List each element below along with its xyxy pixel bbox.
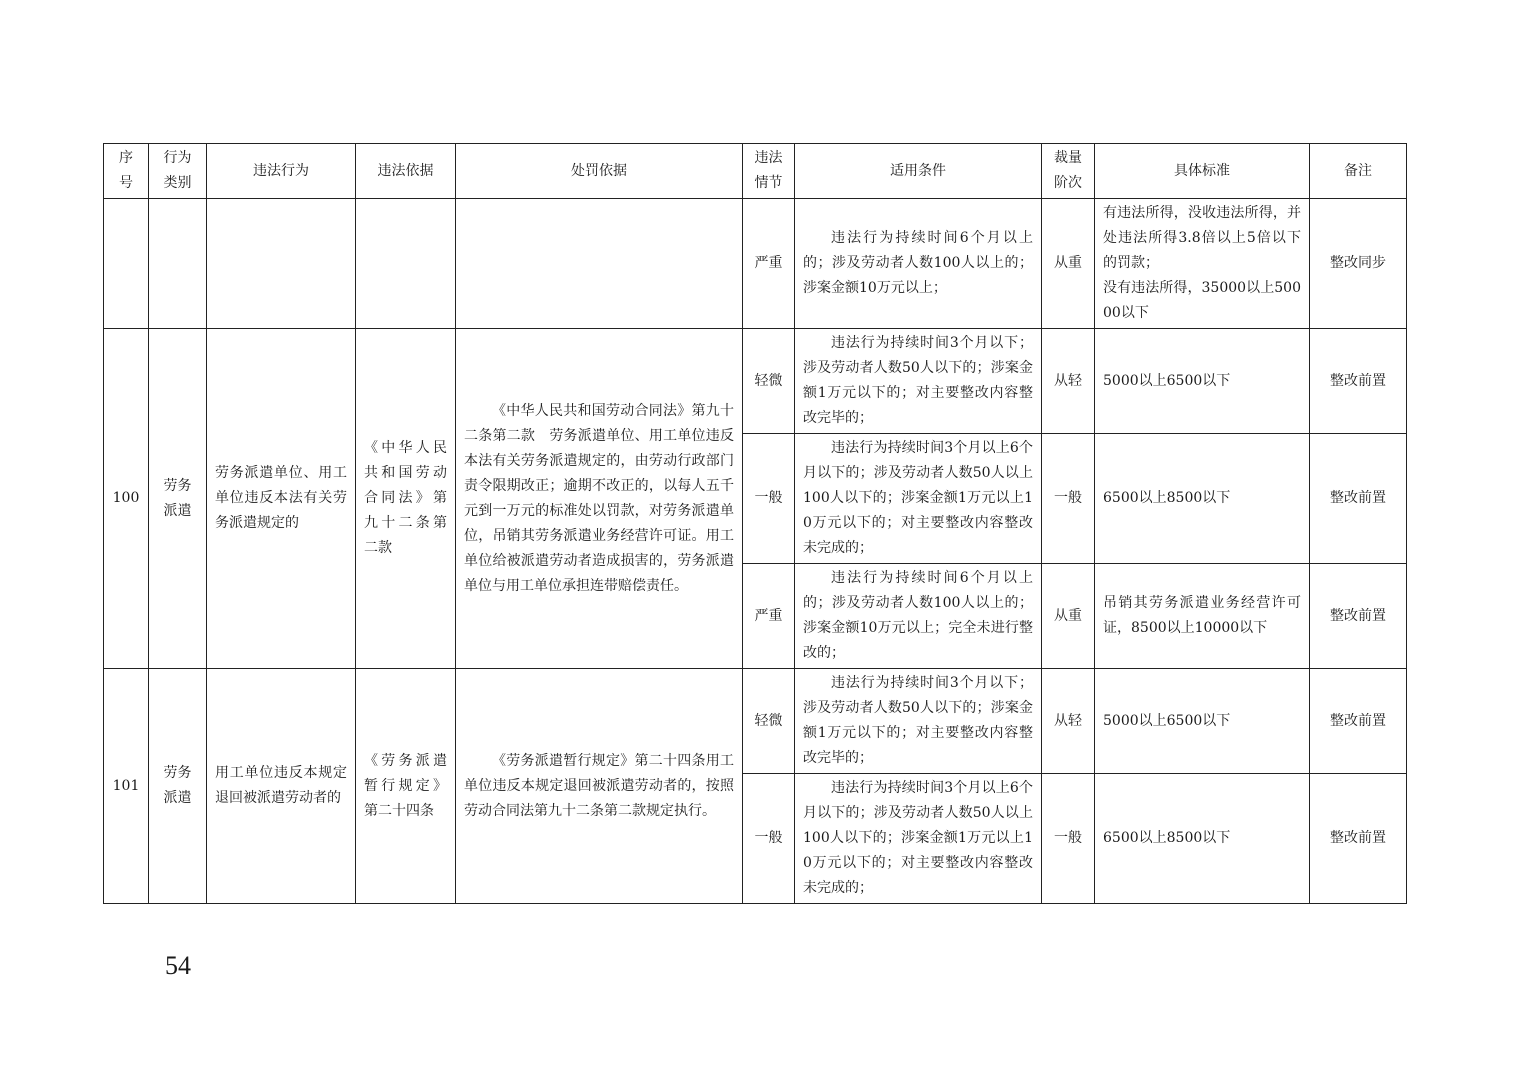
header-behavior: 违法行为 <box>207 144 356 199</box>
cell-category <box>149 199 207 329</box>
cell-note: 整改前置 <box>1310 434 1407 564</box>
cell-seq: 100 <box>104 329 149 669</box>
cell-note: 整改前置 <box>1310 774 1407 904</box>
cell-level: 一般 <box>1042 774 1095 904</box>
cell-penalty <box>456 199 743 329</box>
cell-plot: 严重 <box>743 564 795 669</box>
cell-penalty: 《劳务派遣暂行规定》第二十四条用工单位违反本规定退回被派遣劳动者的，按照劳动合同法第九十二条第二款规定执行。 <box>456 669 743 904</box>
cell-condition: 违法行为持续时间3个月以下；涉及劳动者人数50人以下的；涉案金额1万元以下的；对主要整改内容整改完毕的； <box>795 669 1042 774</box>
header-plot: 违法 情节 <box>743 144 795 199</box>
header-basis: 违法依据 <box>356 144 456 199</box>
cell-standard: 吊销其劳务派遣业务经营许可证，8500以上10000以下 <box>1095 564 1310 669</box>
cell-standard: 5000以上6500以下 <box>1095 669 1310 774</box>
cell-level: 从轻 <box>1042 669 1095 774</box>
cell-behavior: 劳务派遣单位、用工单位违反本法有关劳务派遣规定的 <box>207 329 356 669</box>
cell-standard: 有违法所得，没收违法所得，并处违法所得3.8倍以上5倍以下的罚款； 没有违法所得，35000以上50000以下 <box>1095 199 1310 329</box>
cell-level: 从轻 <box>1042 329 1095 434</box>
table-row <box>104 199 1407 329</box>
cell-plot: 一般 <box>743 774 795 904</box>
cell-plot: 一般 <box>743 434 795 564</box>
cell-behavior: 用工单位违反本规定退回被派遣劳动者的 <box>207 669 356 904</box>
cell-category: 劳务派遣 <box>149 669 207 904</box>
header-standard: 具体标准 <box>1095 144 1310 199</box>
cell-condition: 违法行为持续时间6个月以上的；涉及劳动者人数100人以上的；涉案金额10万元以上；完全未进行整改的； <box>795 564 1042 669</box>
cell-basis <box>356 199 456 329</box>
cell-behavior <box>207 199 356 329</box>
cell-penalty: 《中华人民共和国劳动合同法》第九十二条第二款 劳务派遣单位、用工单位违反本法有关劳务派遣规定的，由劳动行政部门责令限期改正；逾期不改正的，以每人五千元到一万元的标准处以罚款，对劳务派遣单位，吊销其劳务派遣业务经营许可证。用工单位给被派遣劳动者造成损害的，劳务派遣单位与用工单位承担连带赔偿责任。 <box>456 329 743 669</box>
penalty-discretion-table <box>103 143 1407 904</box>
cell-condition: 违法行为持续时间3个月以下；涉及劳动者人数50人以下的；涉案金额1万元以下的；对主要整改内容整改完毕的； <box>795 329 1042 434</box>
header-category: 行为 类别 <box>149 144 207 199</box>
cell-basis: 《劳务派遣暂行规定》第二十四条 <box>356 669 456 904</box>
cell-condition: 违法行为持续时间6个月以上的；涉及劳动者人数100人以上的；涉案金额10万元以上； <box>795 199 1042 329</box>
header-seq: 序 号 <box>104 144 149 199</box>
cell-standard: 6500以上8500以下 <box>1095 434 1310 564</box>
table-row <box>104 669 1407 774</box>
cell-standard: 6500以上8500以下 <box>1095 774 1310 904</box>
cell-plot: 严重 <box>743 199 795 329</box>
cell-plot: 轻微 <box>743 669 795 774</box>
cell-basis: 《中华人民共和国劳动合同法》第九十二条第二款 <box>356 329 456 669</box>
cell-level: 从重 <box>1042 199 1095 329</box>
header-level: 裁量 阶次 <box>1042 144 1095 199</box>
cell-level: 一般 <box>1042 434 1095 564</box>
cell-standard: 5000以上6500以下 <box>1095 329 1310 434</box>
cell-note: 整改前置 <box>1310 329 1407 434</box>
header-row <box>104 144 1407 199</box>
cell-note: 整改前置 <box>1310 669 1407 774</box>
cell-plot: 轻微 <box>743 329 795 434</box>
cell-condition: 违法行为持续时间3个月以上6个月以下的；涉及劳动者人数50人以上100人以下的；涉案金额1万元以上10万元以下的；对主要整改内容整改未完成的； <box>795 774 1042 904</box>
table-row <box>104 329 1407 434</box>
cell-seq: 101 <box>104 669 149 904</box>
cell-category: 劳务派遣 <box>149 329 207 669</box>
page-number: 54 <box>165 951 191 980</box>
cell-note: 整改同步 <box>1310 199 1407 329</box>
cell-seq <box>104 199 149 329</box>
header-note: 备注 <box>1310 144 1407 199</box>
header-penalty: 处罚依据 <box>456 144 743 199</box>
header-condition: 适用条件 <box>795 144 1042 199</box>
cell-note: 整改前置 <box>1310 564 1407 669</box>
cell-condition: 违法行为持续时间3个月以上6个月以下的；涉及劳动者人数50人以上100人以下的；涉案金额1万元以上10万元以下的；对主要整改内容整改未完成的； <box>795 434 1042 564</box>
cell-level: 从重 <box>1042 564 1095 669</box>
